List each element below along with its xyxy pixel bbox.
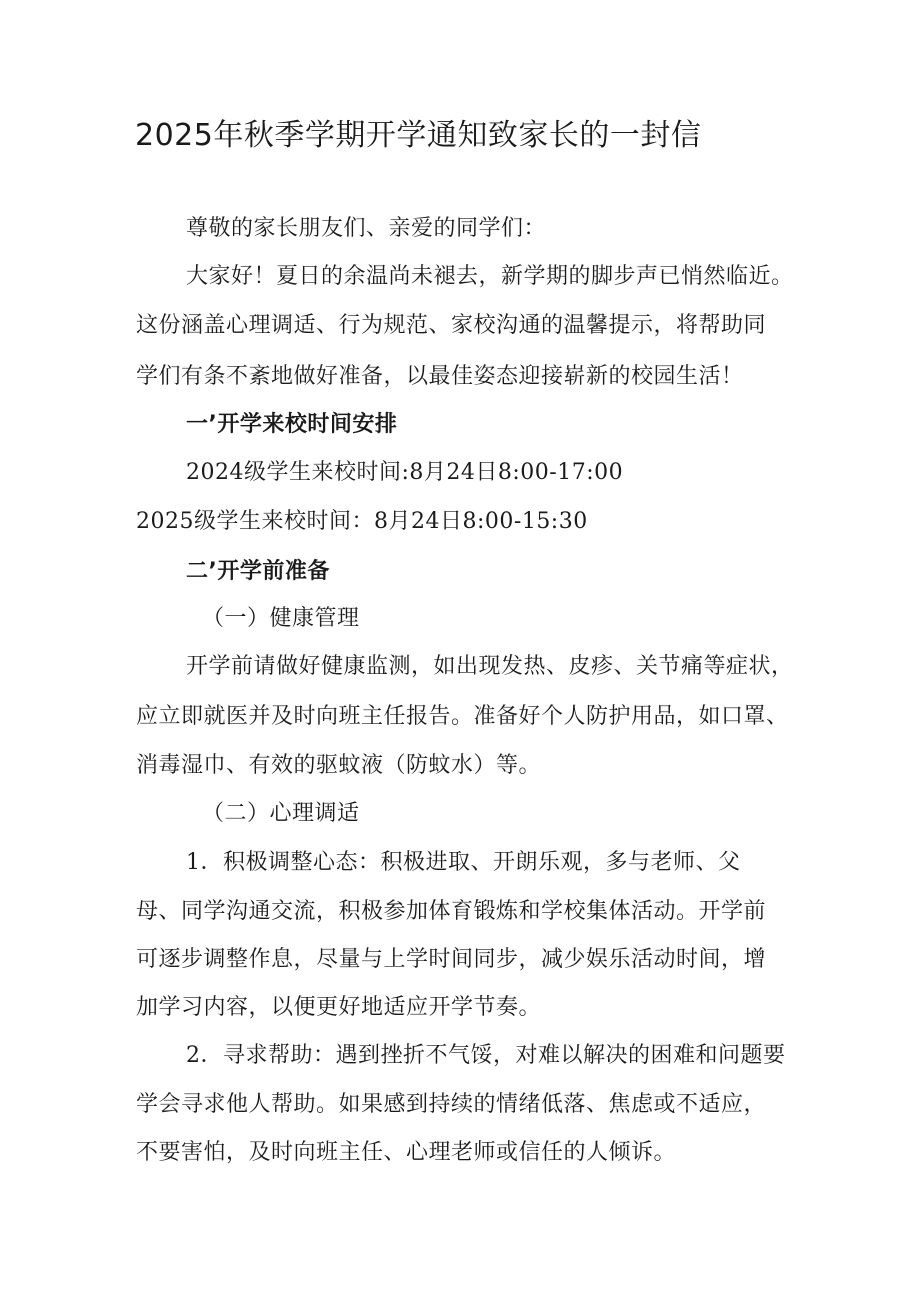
health-line: 开学前请做好健康监测，如出现发热、皮疹、关节痛等症状，	[186, 654, 794, 679]
mental-item-line: 不要害怕，及时向班主任、心理老师或信任的人倾诉。	[136, 1140, 677, 1165]
health-line: 应立即就医并及时向班主任报告。准备好个人防护用品，如口罩、	[136, 704, 789, 729]
mental-item-line: 1．积极调整心态：积极进取、开朗乐观，多与老师、父	[186, 850, 741, 875]
mental-item-line: 加学习内容，以便更好地适应开学节奏。	[136, 995, 542, 1020]
subsection-heading-health: （一）健康管理	[202, 606, 360, 631]
mental-item-line: 可逐步调整作息，尽量与上学时间同步，减少娱乐活动时间，增	[136, 947, 767, 972]
health-line: 消毒湿巾、有效的驱蚊液（防蚊水）等。	[136, 753, 542, 778]
intro-line: 这份涵盖心理调适、行为规范、家校沟通的温馨提示，将帮助同	[136, 313, 767, 338]
subsection-heading-mental: （二）心理调适	[202, 801, 360, 826]
schedule-line: 2025级学生来校时间：8月24日8:00-15:30	[136, 509, 588, 534]
mental-item-line: 2．寻求帮助：遇到挫折不气馁，对难以解决的困难和问题要	[186, 1043, 786, 1068]
mental-item-line: 学会寻求他人帮助。如果感到持续的情绪低落、焦虑或不适应，	[136, 1092, 767, 1117]
intro-line: 学们有条不紊地做好准备，以最佳姿态迎接崭新的校园生活！	[136, 364, 744, 389]
section-heading-preparation: 二’开学前准备	[186, 559, 330, 584]
section-heading-schedule: 一’开学来校时间安排	[186, 412, 398, 437]
document-title: 2025年秋季学期开学通知致家长的一封信	[135, 118, 702, 153]
greeting-line: 尊敬的家长朋友们、亲爱的同学们：	[186, 216, 547, 241]
intro-line: 大家好！夏日的余温尚未褪去，新学期的脚步声已悄然临近。	[186, 264, 794, 289]
schedule-line: 2024级学生来校时间:8月24日8:00-17:00	[186, 460, 624, 485]
mental-item-line: 母、同学沟通交流，积极参加体育锻炼和学校集体活动。开学前	[136, 899, 767, 924]
